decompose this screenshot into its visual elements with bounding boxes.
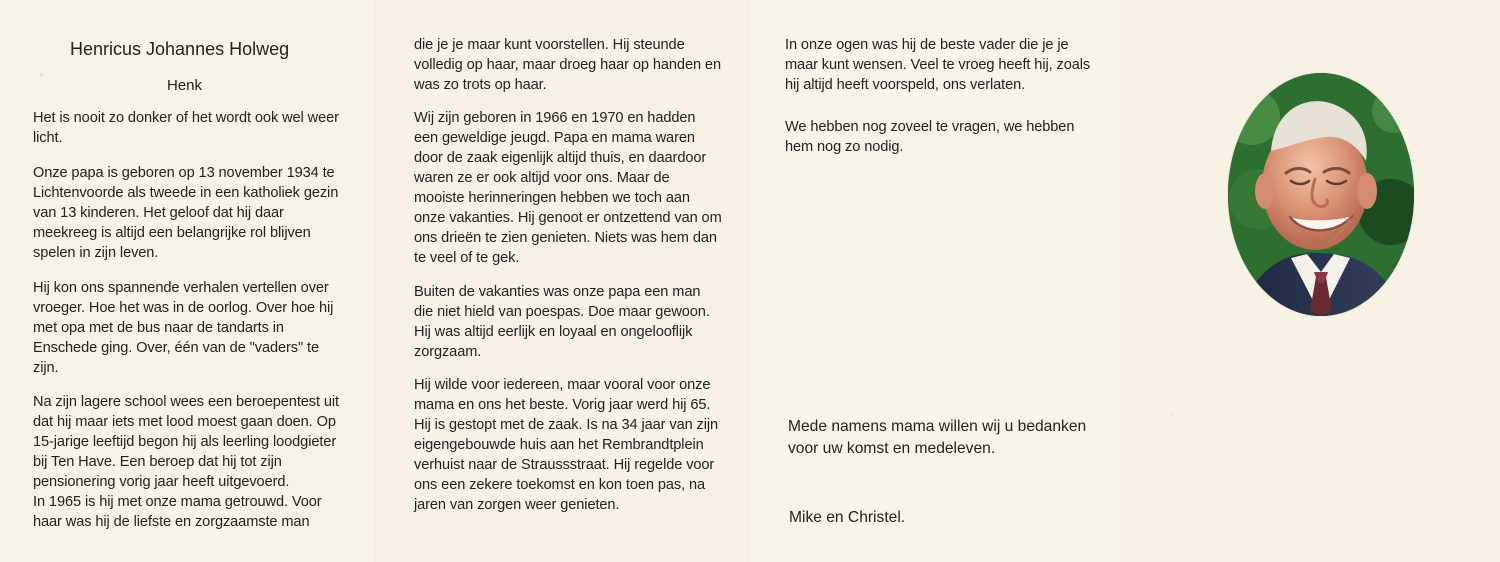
paragraph-career: Na zijn lagere school wees een beroepentest uit dat hij maar iets met lood moest gaan doen. Op 15-jarige leeftijd begon hij als leerling loodgieter bij Ten Have. Een beroep dat hij tot zijn pensionering vorig jaar heeft uitgevoerd. In 1965 is hij met onze mama getrouwd. Voor haar was hij de liefste en zorgzaamste man	[33, 394, 340, 530]
fold-line-1	[375, 0, 377, 562]
portrait-photo	[1228, 73, 1414, 316]
signature-text: Mike en Christel.	[789, 509, 906, 526]
paper-speck	[1171, 414, 1173, 416]
paper-speck	[40, 73, 43, 77]
deceased-name: Henricus Johannes Holweg	[70, 39, 290, 59]
paragraph-retirement: Hij wilde voor iedereen, maar vooral voor onze mama en ons het beste. Vorig jaar werd hij 65. Hij is gestopt met de zaak. Is na 34 jaar van zijn eigengebouwde huis aan het Rembrandtplein verhuist naar de Straussstraat. Hij regelde voor ons een zekere toekomst en kon toen pas, na jaren van zorgen weer genieten.	[414, 377, 719, 513]
paragraph-best-father: In onze ogen was hij de beste vader die je je maar kunt wensen. Veel te vroeg heeft hij, zoals hij altijd heeft voorspeld, ons verlaten.	[785, 37, 1091, 93]
paragraph-missing: We hebben nog zoveel te vragen, we hebben hem nog zo nodig.	[785, 119, 1075, 155]
fold-line-3	[1123, 0, 1125, 562]
paragraph-support: die je je maar kunt voorstellen. Hij steunde volledig op haar, maar droeg haar op handen en was zo trots op haar.	[414, 37, 721, 93]
paragraph-opening: Het is nooit zo donker of het wordt ook wel weer licht.	[33, 110, 339, 146]
thank-you-text: Mede namens mama willen wij u bedanken voor uw komst en medeleven.	[788, 418, 1087, 457]
fold-line-2	[749, 0, 751, 562]
paragraph-stories: Hij kon ons spannende verhalen vertellen over vroeger. Hoe het was in de oorlog. Over hoe hij met opa met de bus naar de tandarts in Enschede ging. Over, één van de "vaders" te zijn.	[33, 280, 334, 376]
paragraph-childhood: Wij zijn geboren in 1966 en 1970 en hadden een geweldige jeugd. Papa en mama waren door de zaak eigenlijk altijd thuis, en daardoor waren ze er ook altijd voor ons. Maar de mooiste herinneringen hebben we toch aan onze vakanties. Hij genoot er ontzettend van om ons drieën te zien genieten. Niets was hem dan te veel of te gek.	[414, 110, 722, 266]
paragraph-character: Buiten de vakanties was onze papa een man die niet hield van poespas. Doe maar gewoon. Hij was altijd eerlijk en loyaal en ongelooflijk zorgzaam.	[414, 284, 710, 360]
deceased-nickname: Henk	[167, 77, 203, 94]
paragraph-birth: Onze papa is geboren op 13 november 1934 te Lichtenvoorde als tweede in een katholiek gezin van 13 kinderen. Het geloof dat hij daar meekreeg is altijd een belangrijke rol blijven spelen in zijn leven.	[33, 165, 339, 261]
